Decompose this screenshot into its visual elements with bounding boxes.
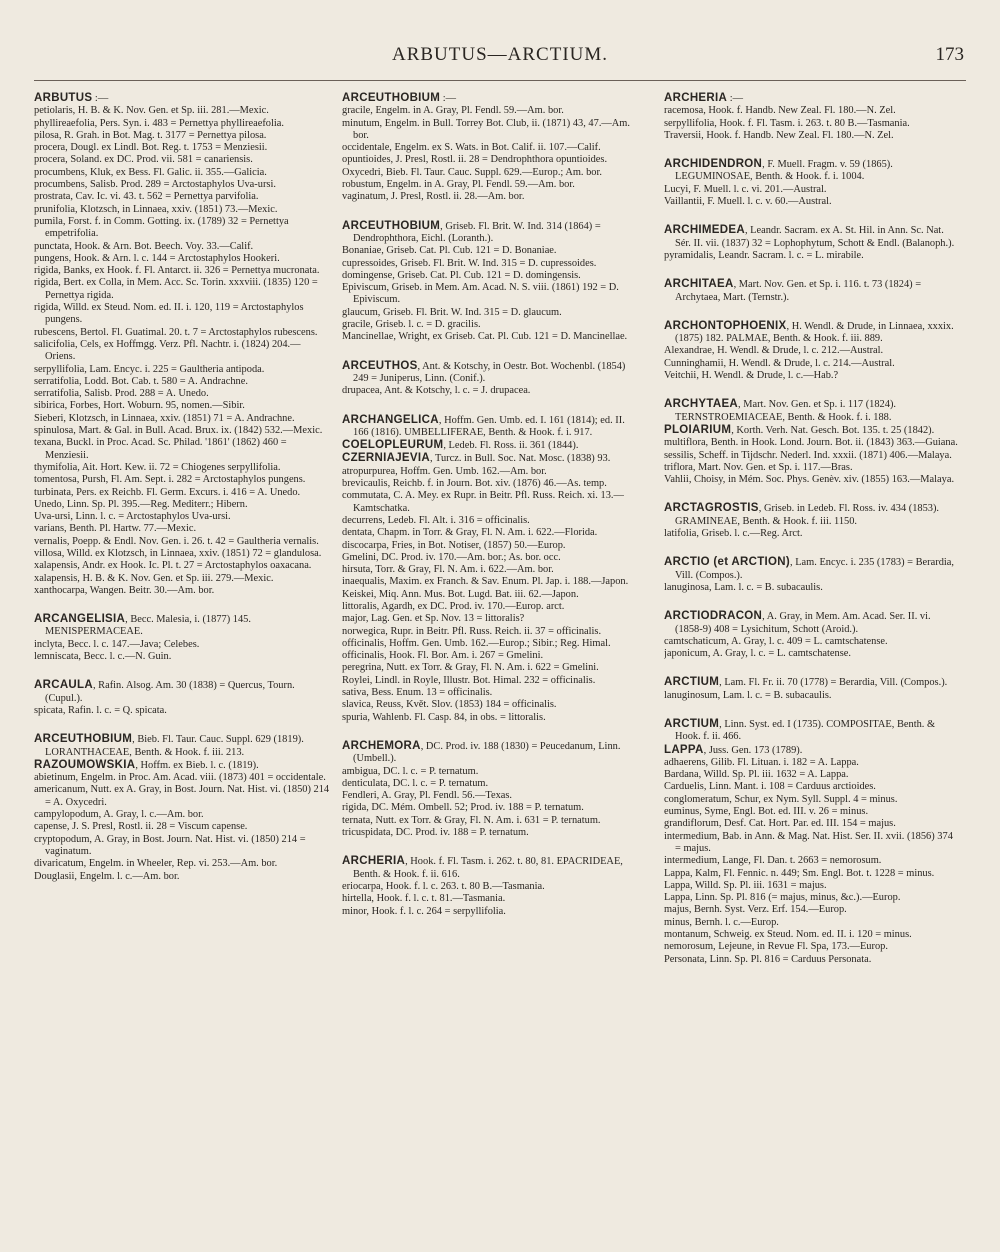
index-line: sativa, Bess. Enum. 13 = officinalis.	[342, 687, 493, 699]
index-line: PLOIARIUM, Korth. Verh. Nat. Gesch. Bot. 135. t. 25 (1842).	[664, 423, 935, 436]
index-line: spinulosa, Mart. & Gal. in Bull. Acad. Brux. ix. (1842) 532.—Mexic.	[34, 425, 323, 437]
index-line: latifolia, Griseb. l. c.—Reg. Arct.	[664, 528, 803, 540]
index-line: ARCHEMORA, DC. Prod. iv. 188 (1830) = Peucedanum, Linn. (Umbell.).	[342, 739, 621, 765]
index-line: inaequalis, Maxim. ex Franch. & Sav. Enum. Pl. Jap. i. 188.—Japon.	[342, 576, 629, 588]
index-line: denticulata, DC. l. c. = P. ternatum.	[342, 777, 489, 789]
index-line: triflora, Mart. Nov. Gen. et Sp. i. 117.—Bras.	[664, 461, 853, 473]
index-line: Bardana, Willd. Sp. Pl. iii. 1632 = A. Lappa.	[664, 769, 849, 781]
index-line: ARCEUTHOBIUM, Griseb. Fl. Brit. W. Ind. 314 (1864) = Dendrophthora, Eichl. (Loranth.).	[342, 219, 601, 244]
index-line: tomentosa, Pursh, Fl. Am. Sept. i. 282 = Arctostaphylos pungens.	[34, 474, 306, 486]
index-line: ARBUTUS :—	[34, 92, 109, 104]
index-line: Lucyi, F. Muell. l. c. vi. 201.—Austral.	[664, 183, 827, 195]
page-number: 173	[935, 44, 964, 65]
entry-gap	[342, 839, 638, 855]
index-line: serpyllifolia, Hook. f. Fl. Tasm. i. 263. t. 80 B.—Tasmania.	[664, 117, 910, 129]
entry-gap	[34, 717, 330, 733]
index-line: ARCHYTAEA, Mart. Nov. Gen. et Sp. i. 117 (1824). TERNSTROEMIACEAE, Benth. & Hook. f. i. 188.	[664, 398, 897, 423]
index-line: Lappa, Willd. Sp. Pl. iii. 1631 = majus.	[664, 879, 827, 891]
index-line: Unedo, Linn. Sp. Pl. 395.—Reg. Mediterr.; Hibern.	[34, 498, 248, 510]
index-line: texana, Buckl. in Proc. Acad. Sc. Philad. '1861' (1862) 460 = Menziesii.	[34, 437, 287, 461]
index-line: brevicaulis, Reichb. f. in Journ. Bot. xiv. (1876) 46.—As. temp.	[342, 478, 607, 490]
index-line: ARCTIO (et ARCTION), Lam. Encyc. i. 235 (1783) = Berardia, Vill. (Compos.).	[664, 556, 954, 581]
index-line: eriocarpa, Hook. f. l. c. 263. t. 80 B.—Tasmania.	[342, 880, 545, 892]
index-line: varians, Benth. Pl. Hartw. 77.—Mexic.	[34, 523, 197, 535]
index-line: Personata, Linn. Sp. Pl. 816 = Carduus Personata.	[664, 953, 872, 965]
index-line: turbinata, Pers. ex Reichb. Fl. Germ. Excurs. i. 416 = A. Unedo.	[34, 486, 301, 498]
index-line: slavica, Reuss, Květ. Slov. (1853) 184 = officinalis.	[342, 699, 557, 711]
index-line: LAPPA, Juss. Gen. 173 (1789).	[664, 743, 803, 756]
index-line: Douglasii, Engelm. l. c.—Am. bor.	[34, 870, 180, 882]
index-line: villosa, Willd. ex Klotzsch, in Linnaea, xxiv. (1851) 72 = glandulosa.	[34, 547, 322, 559]
index-line: camtschaticum, A. Gray, l. c. 409 = L. camtschatense.	[664, 635, 888, 647]
index-line: peregrina, Nutt. ex Torr. & Gray, Fl. N. Am. i. 622 = Gmelini.	[342, 662, 599, 674]
index-line: cupressoides, Griseb. Fl. Brit. W. Ind. 315 = D. cupressoides.	[342, 257, 597, 269]
running-title: ARBUTUS—ARCTIUM.	[391, 44, 609, 65]
index-line: japonicum, A. Gray, l. c. = L. camtschatense.	[664, 648, 851, 660]
entry-gap	[664, 382, 960, 398]
index-line: Lappa, Linn. Sp. Pl. 816 (= majus, minus, &c.).—Europ.	[664, 892, 901, 904]
index-line: dentata, Chapm. in Torr. & Gray, Fl. N. Am. i. 622.—Florida.	[342, 527, 598, 539]
index-line: Cunninghamii, H. Wendl. & Drude, l. c. 214.—Austral.	[664, 357, 895, 369]
entry-gap	[664, 304, 960, 320]
index-line: gracile, Engelm. in A. Gray, Pl. Fendl. 59.—Am. bor.	[342, 105, 564, 117]
index-line: Uva-ursi, Linn. l. c. = Arctostaphylos Uva-ursi.	[34, 511, 231, 523]
entry-gap	[34, 663, 330, 679]
index-line: grandiflorum, Desf. Cat. Hort. Par. ed. III. 154 = majus.	[664, 818, 896, 830]
entry-gap	[664, 142, 960, 158]
entry-gap	[664, 262, 960, 278]
index-line: rigida, DC. Mém. Ombell. 52; Prod. iv. 188 = P. ternatum.	[342, 802, 584, 814]
index-line: Vaillantii, F. Muell. l. c. v. 60.—Austral.	[664, 196, 832, 208]
index-line: Keiskei, Miq. Ann. Mus. Bot. Lugd. Bat. iii. 62.—Japon.	[342, 588, 579, 600]
index-line: ARCANGELISIA, Becc. Malesia, i. (1877) 145. MENISPERMACEAE.	[34, 613, 251, 638]
index-line: salicifolia, Cels, ex Hoffmgg. Verz. Pfl. Nachtr. i. (1824) 204.—Oriens.	[34, 338, 301, 363]
index-line: commutata, C. A. Mey. ex Rupr. in Beitr. Pfl. Russ. Reich. xi. 13.—Kamtschatka.	[342, 490, 624, 514]
index-line: spicata, Rafin. l. c. = Q. spicata.	[34, 704, 167, 716]
index-line: phyllireaefolia, Pers. Syn. i. 483 = Pernettya phyllireaefolia.	[34, 117, 284, 129]
index-line: intermedium, Bab. in Ann. & Mag. Nat. Hist. Ser. II. xvii. (1856) 374 = majus.	[664, 830, 953, 854]
index-line: gracile, Griseb. l. c. = D. gracilis.	[342, 319, 481, 331]
index-line: sibirica, Forbes, Hort. Woburn. 95, nomen.—Sibir.	[34, 400, 245, 412]
index-line: prunifolia, Klotzsch, in Linnaea, xxiv. (1851) 73.—Mexic.	[34, 203, 278, 215]
index-line: petiolaris, H. B. & K. Nov. Gen. et Sp. iii. 281.—Mexic.	[34, 105, 269, 117]
index-line: cryptopodum, A. Gray, in Bost. Journ. Nat. Hist. vi. (1850) 214 = vaginatum.	[34, 833, 306, 857]
index-line: officinalis, Hoffm. Gen. Umb. 162.—Europ.; Sibir.; Reg. Himal.	[342, 637, 611, 649]
page-header	[0, 44, 1000, 78]
entry-gap	[664, 594, 960, 610]
index-line: drupacea, Ant. & Kotschy, l. c. = J. drupacea.	[342, 385, 531, 397]
index-line: ARCHONTOPHOENIX, H. Wendl. & Drude, in Linnaea, xxxix. (1875) 182. PALMAE, Benth. & Hook. f. iii. 889.	[664, 319, 954, 345]
index-line: divaricatum, Engelm. in Wheeler, Rep. vi. 253.—Am. bor.	[34, 858, 278, 870]
column-1	[34, 92, 330, 1237]
entry-gap	[342, 344, 638, 360]
index-line: Mancinellae, Wright, ex Griseb. Cat. Pl. Cub. 121 = D. Mancinellae.	[342, 331, 628, 343]
index-line: Lappa, Kalm, Fl. Fennic. n. 449; Sm. Engl. Bot. t. 1228 = minus.	[664, 867, 935, 879]
index-line: decurrens, Ledeb. Fl. Alt. i. 316 = officinalis.	[342, 514, 530, 526]
index-line: occidentale, Engelm. ex S. Wats. in Bot. Calif. ii. 107.—Calif.	[342, 142, 601, 154]
index-line: officinalis, Hook. Fl. Bor. Am. i. 267 = Gmelini.	[342, 650, 544, 662]
index-line: RAZOUMOWSKIA, Hoffm. ex Bieb. l. c. (1819).	[34, 758, 259, 771]
index-line: rigida, Bert. ex Colla, in Mem. Acc. Sc. Torin. xxxviii. (1835) 120 = Pernettya rigida.	[34, 277, 318, 301]
index-line: COELOPLEURUM, Ledeb. Fl. Ross. ii. 361 (1844).	[342, 439, 579, 452]
index-line: vernalis, Poepp. & Endl. Nov. Gen. i. 26. t. 42 = Gaultheria vernalis.	[34, 535, 319, 547]
entry-gap	[664, 208, 960, 224]
index-line: lemniscata, Becc. l. c.—N. Guin.	[34, 651, 172, 663]
index-line: pyramidalis, Leandr. Sacram. l. c. = L. mirabile.	[664, 249, 864, 261]
index-line: ARCTIUM, Linn. Syst. ed. I (1735). COMPOSITAE, Benth. & Hook. f. ii. 466.	[664, 717, 936, 743]
index-line: ARCHANGELICA, Hoffm. Gen. Umb. ed. I. 161 (1814); ed. II. 166 (1816). UMBELLIFERAE, Benth. & Hook. f. i. 917.	[342, 413, 625, 438]
index-line: minor, Hook. f. l. c. 264 = serpyllifolia.	[342, 905, 506, 917]
index-line: ARCTAGROSTIS, Griseb. in Ledeb. Fl. Ross. iv. 434 (1853). GRAMINEAE, Benth. & Hook. f. iii. 1150.	[664, 502, 940, 527]
index-line: Vahlii, Choisy, in Mém. Soc. Phys. Genèv. xiv. (1855) 163.—Malaya.	[664, 474, 955, 486]
index-line: littoralis, Agardh, ex DC. Prod. iv. 170.—Europ. arct.	[342, 600, 565, 612]
index-line: americanum, Nutt. ex A. Gray, in Bost. Journ. Nat. Hist. vi. (1850) 214 = A. Oxycedri.	[34, 784, 330, 808]
entry-gap	[664, 540, 960, 556]
index-line: racemosa, Hook. f. Handb. New Zeal. Fl. 180.—N. Zel.	[664, 105, 896, 117]
index-line: hirtella, Hook. f. l. c. t. 81.—Tasmania.	[342, 893, 506, 905]
index-line: punctata, Hook. & Arn. Bot. Beech. Voy. 33.—Calif.	[34, 240, 254, 252]
index-line: procera, Soland. ex DC. Prod. vii. 581 = canariensis.	[34, 154, 253, 166]
index-line: Bonaniae, Griseb. Cat. Pl. Cub. 121 = D. Bonaniae.	[342, 245, 557, 257]
index-line: ARCHIMEDEA, Leandr. Sacram. ex A. St. Hil. in Ann. Sc. Nat. Sér. II. vii. (1837) 32 = Lophophytum, Schott & Endl. (Balanoph.).	[664, 224, 955, 249]
index-line: inclyta, Becc. l. c. 147.—Java; Celebes.	[34, 638, 200, 650]
index-line: xanthocarpa, Wangen. Beitr. 30.—Am. bor.	[34, 584, 215, 596]
index-line: pumila, Forst. f. in Comm. Gotting. ix. (1789) 32 = Pernettya empetrifolia.	[34, 215, 289, 240]
index-line: serratifolia, Lodd. Bot. Cab. t. 580 = A. Andrachne.	[34, 375, 248, 387]
index-line: ARCTIODRACON, A. Gray, in Mem. Am. Acad. Ser. II. vi. (1858-9) 408 = Lysichitum, Schott (Aroid.).	[664, 610, 931, 635]
index-line: Sieberi, Klotzsch, in Linnaea, xxiv. (1851) 71 = A. Andrachne.	[34, 412, 295, 424]
index-line: rubescens, Bertol. Fl. Guatimal. 20. t. 7 = Arctostaphylos rubescens.	[34, 326, 318, 338]
index-line: abietinum, Engelm. in Proc. Am. Acad. viii. (1873) 401 = occidentale.	[34, 772, 326, 784]
index-line: spuria, Wahlenb. Fl. Casp. 84, in obs. = littoralis.	[342, 711, 546, 723]
index-line: nemorosum, Lejeune, in Revue Fl. Spa, 173.—Europ.	[664, 941, 888, 953]
index-line: serpyllifolia, Lam. Encyc. i. 225 = Gaultheria antipoda.	[34, 363, 265, 375]
entry-gap	[34, 597, 330, 613]
index-line: xalapensis, H. B. & K. Nov. Gen. et Sp. iii. 279.—Mexic.	[34, 572, 274, 584]
entry-gap	[664, 702, 960, 718]
index-line: minutum, Engelm. in Bull. Torrey Bot. Club, ii. (1871) 43, 47.—Am. bor.	[342, 117, 630, 141]
index-line: tricuspidata, DC. Prod. iv. 188 = P. ternatum.	[342, 827, 529, 839]
index-line: CZERNIAJEVIA, Turcz. in Bull. Soc. Nat. Mosc. (1838) 93.	[342, 452, 611, 465]
index-line: montanum, Schweig. ex Steud. Nom. ed. II. i. 120 = minus.	[664, 929, 912, 941]
index-line: Epiviscum, Griseb. in Mem. Am. Acad. N. S. viii. (1861) 192 = D. Epiviscum.	[342, 282, 619, 306]
index-line: thymifolia, Ait. Hort. Kew. ii. 72 = Chiogenes serpyllifolia.	[34, 461, 281, 473]
index-line: ARCHERIA, Hook. f. Fl. Tasm. i. 262. t. 80, 81. EPACRIDEAE, Benth. & Hook. f. ii. 616.	[342, 855, 623, 880]
index-line: ARCHERIA :—	[664, 92, 743, 104]
index-line: Traversii, Hook. f. Handb. New Zeal. Fl. 180.—N. Zel.	[664, 129, 894, 141]
column-3	[664, 92, 960, 1237]
index-line: major, Lag. Gen. et Sp. Nov. 13 = littoralis?	[342, 613, 525, 625]
index-line: procumbens, Salisb. Prod. 289 = Arctostaphylos Uva-ursi.	[34, 179, 276, 191]
entry-gap	[342, 724, 638, 740]
index-line: pungens, Hook. & Arn. l. c. 144 = Arctostaphylos Hookeri.	[34, 252, 280, 264]
index-line: ambigua, DC. l. c. = P. ternatum.	[342, 765, 479, 777]
entry-gap	[664, 486, 960, 502]
index-line: ARCTIUM, Lam. Fl. Fr. ii. 70 (1778) = Berardia, Vill. (Compos.).	[664, 676, 948, 689]
index-line: capense, J. S. Presl, Rostl. ii. 28 = Viscum capense.	[34, 821, 248, 833]
index-line: Gmelini, DC. Prod. iv. 170.—Am. bor.; As. bor. occ.	[342, 551, 561, 563]
index-line: vaginatum, J. Presl, Rostl. ii. 28.—Am. bor.	[342, 191, 525, 203]
index-line: campylopodum, A. Gray, l. c.—Am. bor.	[34, 809, 204, 821]
index-line: domingense, Griseb. Cat. Pl. Cub. 121 = D. domingensis.	[342, 269, 581, 281]
index-line: conglomeratum, Schur, ex Nym. Syll. Suppl. 4 = minus.	[664, 793, 898, 805]
index-line: multiflora, Benth. in Hook. Lond. Journ. Bot. ii. (1843) 363.—Guiana.	[664, 437, 958, 449]
index-line: ARCEUTHOS, Ant. & Kotschy, in Oestr. Bot. Wochenbl. (1854) 249 = Juniperus, Linn. (Conif.).	[342, 359, 626, 384]
index-line: rigida, Willd. ex Steud. Nom. ed. II. i. 120, 119 = Arctostaphylos pungens.	[34, 302, 304, 326]
index-line: discocarpa, Fries, in Bot. Notiser, (1857) 50.—Europ.	[342, 539, 566, 551]
index-line: ARCHIDENDRON, F. Muell. Fragm. v. 59 (1865). LEGUMINOSAE, Benth. & Hook. f. i. 1004.	[664, 158, 893, 183]
index-line: sessilis, Scheff. in Tijdschr. Nederl. Ind. xxxii. (1871) 406.—Malaya.	[664, 449, 952, 461]
index-line: Alexandrae, H. Wendl. & Drude, l. c. 212.—Austral.	[664, 345, 884, 357]
index-line: ARCEUTHOBIUM, Bieb. Fl. Taur. Cauc. Suppl. 629 (1819). LORANTHACEAE, Benth. & Hook. f. iii. 213.	[34, 733, 304, 758]
column-2	[342, 92, 638, 1237]
index-line: Fendleri, A. Gray, Pl. Fendl. 56.—Texas.	[342, 790, 513, 802]
index-line: majus, Bernh. Syst. Verz. Erf. 154.—Europ.	[664, 904, 847, 916]
index-line: xalapensis, Andr. ex Hook. Ic. Pl. t. 27 = Arctostaphylos oaxacana.	[34, 560, 312, 572]
index-line: ARCEUTHOBIUM :—	[342, 92, 457, 104]
index-line: prostrata, Cav. Ic. vi. 43. t. 562 = Pernettya parvifolia.	[34, 191, 259, 203]
index-line: atropurpurea, Hoffm. Gen. Umb. 162.—Am. bor.	[342, 465, 547, 477]
index-line: Veitchii, H. Wendl. & Drude, l. c.—Hab.?	[664, 370, 839, 382]
index-line: Roylei, Lindl. in Royle, Illustr. Bot. Himal. 232 = officinalis.	[342, 674, 596, 686]
index-line: ternata, Nutt. ex Torr. & Gray, Fl. N. Am. i. 631 = P. ternatum.	[342, 814, 601, 826]
entry-gap	[342, 398, 638, 414]
header-rule	[34, 80, 966, 81]
index-line: intermedium, Lange, Fl. Dan. t. 2663 = nemorosum.	[664, 855, 882, 867]
index-line: adhaerens, Gilib. Fl. Lituan. i. 182 = A. Lappa.	[664, 756, 859, 768]
index-line: Oxycedri, Bieb. Fl. Taur. Cauc. Suppl. 629.—Europ.; Am. bor.	[342, 166, 602, 178]
index-line: euminus, Syme, Engl. Bot. ed. III. v. 26 = minus.	[664, 806, 869, 818]
index-line: procera, Dougl. ex Lindl. Bot. Reg. t. 1753 = Menziesii.	[34, 142, 268, 154]
index-line: norwegica, Rupr. in Beitr. Pfl. Russ. Reich. ii. 37 = officinalis.	[342, 625, 602, 637]
index-line: robustum, Engelm. in A. Gray, Pl. Fendl. 59.—Am. bor.	[342, 179, 575, 191]
index-line: lanuginosum, Lam. l. c. = B. subacaulis.	[664, 689, 832, 701]
index-line: procumbens, Kluk, ex Bess. Fl. Galic. ii. 355.—Galicia.	[34, 166, 267, 178]
index-line: ARCHITAEA, Mart. Nov. Gen. et Sp. i. 116. t. 73 (1824) = Archytaea, Mart. (Ternstr.).	[664, 278, 922, 303]
index-line: hirsuta, Torr. & Gray, Fl. N. Am. i. 622.—Am. bor.	[342, 564, 554, 576]
index-line: opuntioides, J. Presl, Rostl. ii. 28 = Dendrophthora opuntioides.	[342, 154, 608, 166]
index-line: Carduelis, Linn. Mant. i. 108 = Carduus arctioides.	[664, 781, 876, 793]
index-line: ARCAULA, Rafin. Alsog. Am. 30 (1838) = Quercus, Tourn. (Cupul.).	[34, 679, 295, 704]
entry-gap	[664, 660, 960, 676]
index-line: glaucum, Griseb. Fl. Brit. W. Ind. 315 = D. glaucum.	[342, 306, 562, 318]
index-line: pilosa, R. Grah. in Bot. Mag. t. 3177 = Pernettya pilosa.	[34, 129, 267, 141]
index-line: serratifolia, Salisb. Prod. 288 = A. Unedo.	[34, 388, 209, 400]
index-line: lanuginosa, Lam. l. c. = B. subacaulis.	[664, 581, 823, 593]
entry-gap	[342, 204, 638, 220]
index-line: rigida, Banks, ex Hook. f. Fl. Antarct. ii. 326 = Pernettya mucronata.	[34, 265, 320, 277]
index-line: minus, Bernh. l. c.—Europ.	[664, 916, 779, 928]
